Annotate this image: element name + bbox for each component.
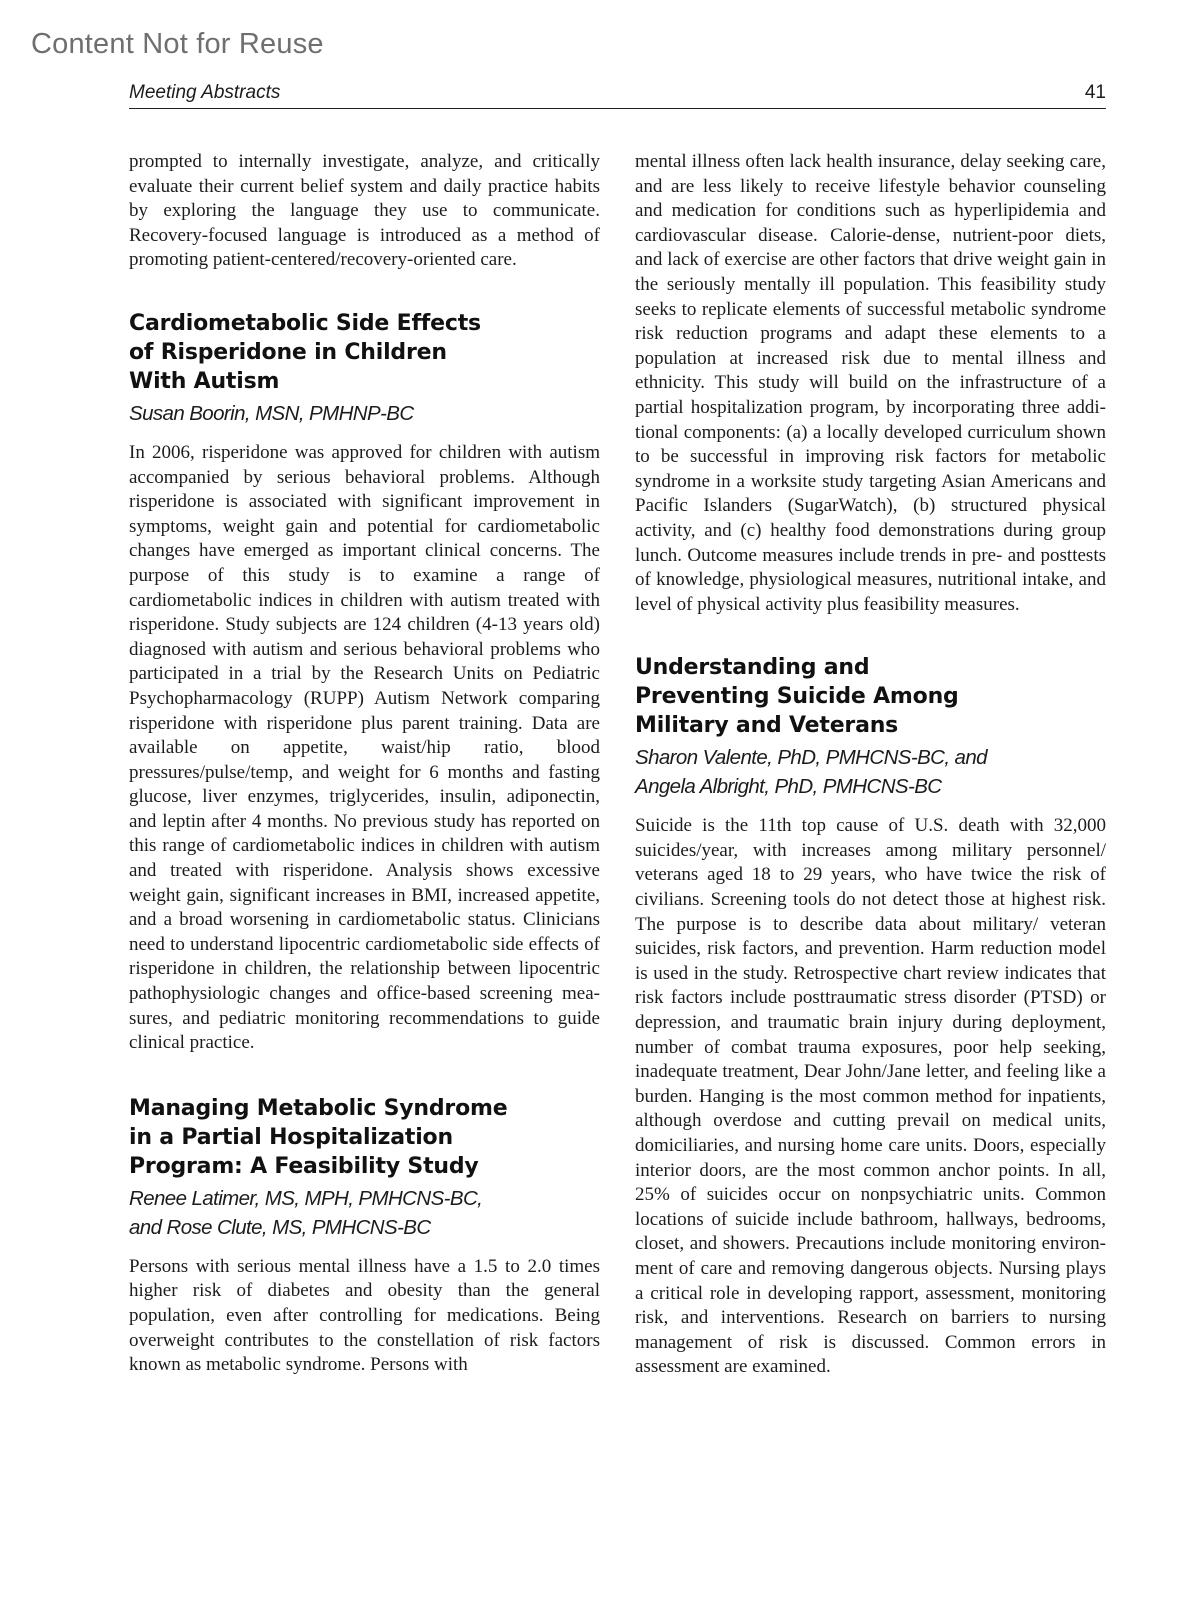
running-header [129, 82, 1106, 104]
abstract-title: Understanding and Preventing Suicide Among Military and Veterans [635, 655, 959, 739]
abstract-suicide-prevention [635, 653, 1106, 1380]
abstract-authors: Susan Boorin, MSN, PMHNP-BC [129, 401, 414, 425]
abstract-body: In 2006, risperidone was approved for children with autism accompanied by serious behavioral problems. Although risperidone is associated with significant improvement in symptoms, weight gain and potential for cardiometabolic changes have emerged as important clinical concerns. The purpose of this study is to examine a range of cardiometabolic indices in children with autism treated with risperidone. Study subjects are 124 children (4-13 years old) diagnosed with autism and serious behavioral problems who participated in a trial by the Research Units on Pediatric Psychopharmacology (RUPP) Autism Network comparing risperidone with risperidone plus parent training. Data are available on appetite, waist/hip ratio, blood pressures/pulse/temp, and weight for 6 months and fasting glucose, liver enzymes, triglycerides, insulin, adiponectin, and leptin after 4 months. No previous study has reported on this range of cardiometabolic indices in children with autism and treated with risperidone. Analysis shows excessive weight gain, significant increases in BMI, increased appetite, and a broad worsening in cardiometabolic status. Clinicians need to understand lipocentric cardiometabolic side effects of risperidone in children, the relationship between lipocentric pathophysiologic changes and office-based screening measures, and pediatric monitoring recommendations to guide clinical practice. [129, 441, 600, 1054]
abstract-metabolic-syndrome [129, 1094, 600, 1378]
abstract-authors [129, 1184, 600, 1242]
abstract-body: Persons with serious mental illness have a 1.5 to 2.0 times higher risk of diabetes and obesity than the general population, even after controlling for medications. Being overweight contributes to the constellation of risk factors known as metabolic syndrome. Persons with [129, 1255, 600, 1376]
author-line: Angela Albright, PhD, PMHCNS-BC [635, 775, 942, 799]
running-title: Meeting Abstracts [129, 82, 281, 103]
header-rule [129, 108, 1106, 109]
author-line: Sharon Valente, PhD, PMHCNS-BC, and [635, 746, 987, 770]
page-number: 41 [1084, 82, 1106, 103]
author-line: and Rose Clute, MS, PMHCNS-BC [129, 1215, 431, 1239]
abstract-title: Cardiometabolic Side Effects of Risperidone in Children With Autism [129, 310, 481, 394]
right-column [635, 150, 1106, 1380]
abstract-authors [635, 743, 1106, 801]
continued-paragraph-right: mental illness often lack health insurance, delay seeking care, and are less likely to receive lifestyle behavior counseling and medication for conditions such as hyperlipidemia and cardiovascular disease. Calorie-dense, nutrient-poor diets, and lack of exercise are other factors that drive weight gain in the seriously mentally ill population. This feasibility study seeks to replicate elements of successful metabolic syndrome risk reduction programs and adapt these elements to a population at increased risk due to mental illness and ethnicity. This study will build on the infrastructure of a partial hospitalization program, by incorporating three additional components: (a) a locally developed curriculum shown to be successful in improving risk factors for metabolic syndrome in a worksite study targeting Asian Americans and Pacific Islanders (SugarWatch), (b) structured physical activity, and (c) healthy food demonstrations during group lunch. Outcome measures include trends in pre- and posttests of knowledge, physiological measures, nutritional intake, and level of physical activity plus feasibility measures. [635, 151, 1106, 615]
watermark-text: Content Not for Reuse [31, 28, 324, 60]
abstract-title: Managing Metabolic Syndrome in a Partial Hospitalization Program: A Feasibility Study [129, 1095, 508, 1179]
abstract-body: Suicide is the 11th top cause of U.S. death with 32,000 suicides/year, with increases among military personnel/ veterans aged 18 to 29 years, who have twice the risk of civilians. Screening tools do not detect those at highest risk. The purpose is to describe data about military/ veteran suicides, risk factors, and prevention. Harm reduction model is used in the study. Retrospective chart review indicates that risk factors include posttraumatic stress disorder (PTSD) or depression, and traumatic brain injury during deployment, number of combat trauma exposures, poor help seeking, inadequate treatment, Dear John/Jane letter, and feeling like a burden. Hanging is the most common method for inpatients, although overdose and cutting prevail on medical units, domiciliaries, and nursing home care units. Doors, especially interior doors, are the most common anchor points. In all, 25% of suicides occur on nonpsychiatric units. Common locations of suicide include bathroom, hallways, bedrooms, closet, and showers. Precautions include monitoring environment of care and removing dangerous objects. Nursing plays a critical role in developing rapport, assessment, monitoring risk, and interventions. Research on barriers to nursing management of risk is discussed. Common errors in assessment are examined. [635, 815, 1106, 1378]
continued-paragraph-left: prompted to internally investigate, analyze, and critically evaluate their current belief system and daily practice habits by exploring the language they use to communicate. Recovery-focused language is introduced as a method of promoting patient-centered/recovery-oriented care. [129, 151, 600, 271]
abstract-cardiometabolic [129, 309, 600, 1056]
left-column [129, 150, 600, 1378]
author-line: Renee Latimer, MS, MPH, PMHCNS-BC, [129, 1186, 483, 1210]
